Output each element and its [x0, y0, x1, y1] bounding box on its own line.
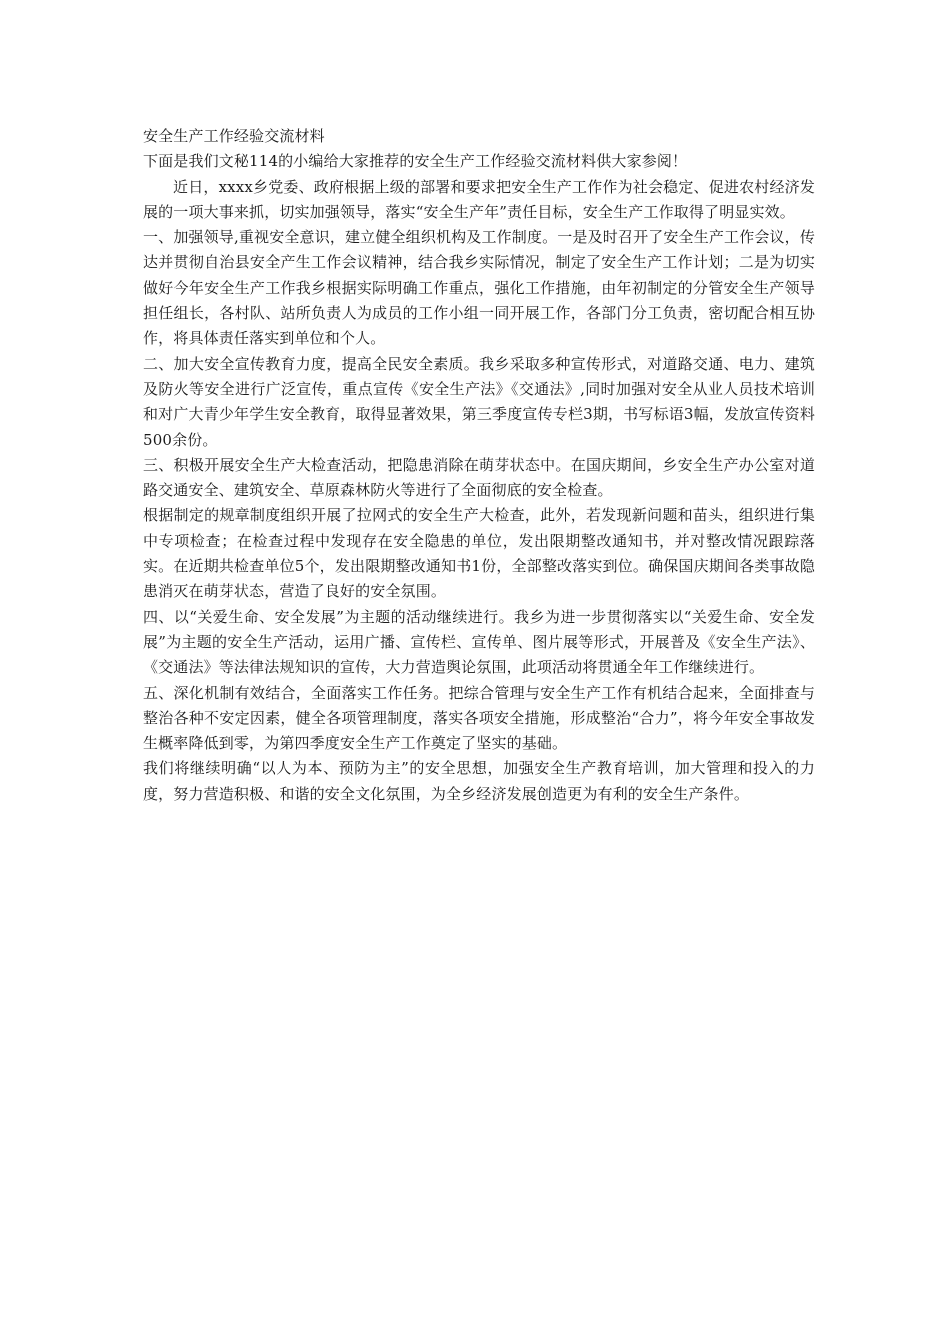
section-three-paragraph: 三、积极开展安全生产大检查活动，把隐患消除在萌芽状态中。在国庆期间，乡安全生产办公室对道路交通安全、建筑安全、草原森林防火等进行了全面彻底的安全检查。	[143, 455, 815, 500]
closing-paragraph: 我们将继续明确“以人为本、预防为主”的安全思想，加强安全生产教育培训，加大管理和投入的力度，努力营造积极、和谐的安全文化氛围，为全乡经济发展创造更为有利的安全生产条件。	[143, 759, 815, 803]
section-two-paragraph: 二、加大安全宣传教育力度，提高全民安全素质。我乡采取多种宣传形式，对道路交通、电力、建筑及防火等安全进行广泛宣传，重点宣传《安全生产法》《交通法》,同时加强对安全从业人员技术培训和对广大青少年学生安全教育，取得显著效果，第三季度宣传专栏3期，书写标语3幅，发放宣传资料500余份。	[143, 354, 815, 449]
section-five-paragraph: 五、深化机制有效结合，全面落实工作任务。把综合管理与安全生产工作有机结合起来，全面排查与整治各种不安定因素，健全各项管理制度，落实各项安全措施，形成整治“合力”，将今年安全事故发生概率降低到零，为第四季度安全生产工作奠定了坚实的基础。	[143, 683, 815, 753]
section-one-paragraph: 一、加强领导,重视安全意识，建立健全组织机构及工作制度。一是及时召开了安全生产工作会议，传达并贯彻自治县安全产生工作会议精神，结合我乡实际情况，制定了安全生产工作计划；二是为切实做好今年安全生产工作我乡根据实际明确工作重点，强化工作措施，由年初制定的分管安全生产领导担任组长，各村队、站所负责人为成员的工作小组一同开展工作，各部门分工负责，密切配合相互协作，将具体责任落实到单位和个人。	[143, 228, 815, 348]
section-four-paragraph: 四、以“关爱生命、安全发展”为主题的活动继续进行。我乡为进一步贯彻落实以“关爱生命、安全发展”为主题的安全生产活动，运用广播、宣传栏、宣传单、图片展等形式，开展普及《安全生产法》、《交通法》等法律法规知识的宣传，大力营造舆论氛围，此项活动将贯通全年工作继续进行。	[143, 607, 815, 677]
intro-paragraph: 下面是我们文秘114的小编给大家推荐的安全生产工作经验交流材料供大家参阅！	[143, 152, 688, 171]
opening-paragraph: 近日，xxxx乡党委、政府根据上级的部署和要求把安全生产工作作为社会稳定、促进农村经济发展的一项大事来抓，切实加强领导，落实“安全生产年”责任目标，安全生产工作取得了明显实效。	[143, 177, 815, 221]
section-three-detail-paragraph: 根据制定的规章制度组织开展了拉网式的安全生产大检查，此外，若发现新问题和苗头，组织进行集中专项检查；在检查过程中发现存在安全隐患的单位，发出限期整改通知书，并对整改情况跟踪落实。在近期共检查单位5个，发出限期整改通知书1份，全部整改落实到位。确保国庆期间各类事故隐患消灭在萌芽状态，营造了良好的安全氛围。	[143, 506, 815, 601]
document-title: 安全生产工作经验交流材料	[143, 127, 325, 145]
document-body	[143, 124, 815, 807]
